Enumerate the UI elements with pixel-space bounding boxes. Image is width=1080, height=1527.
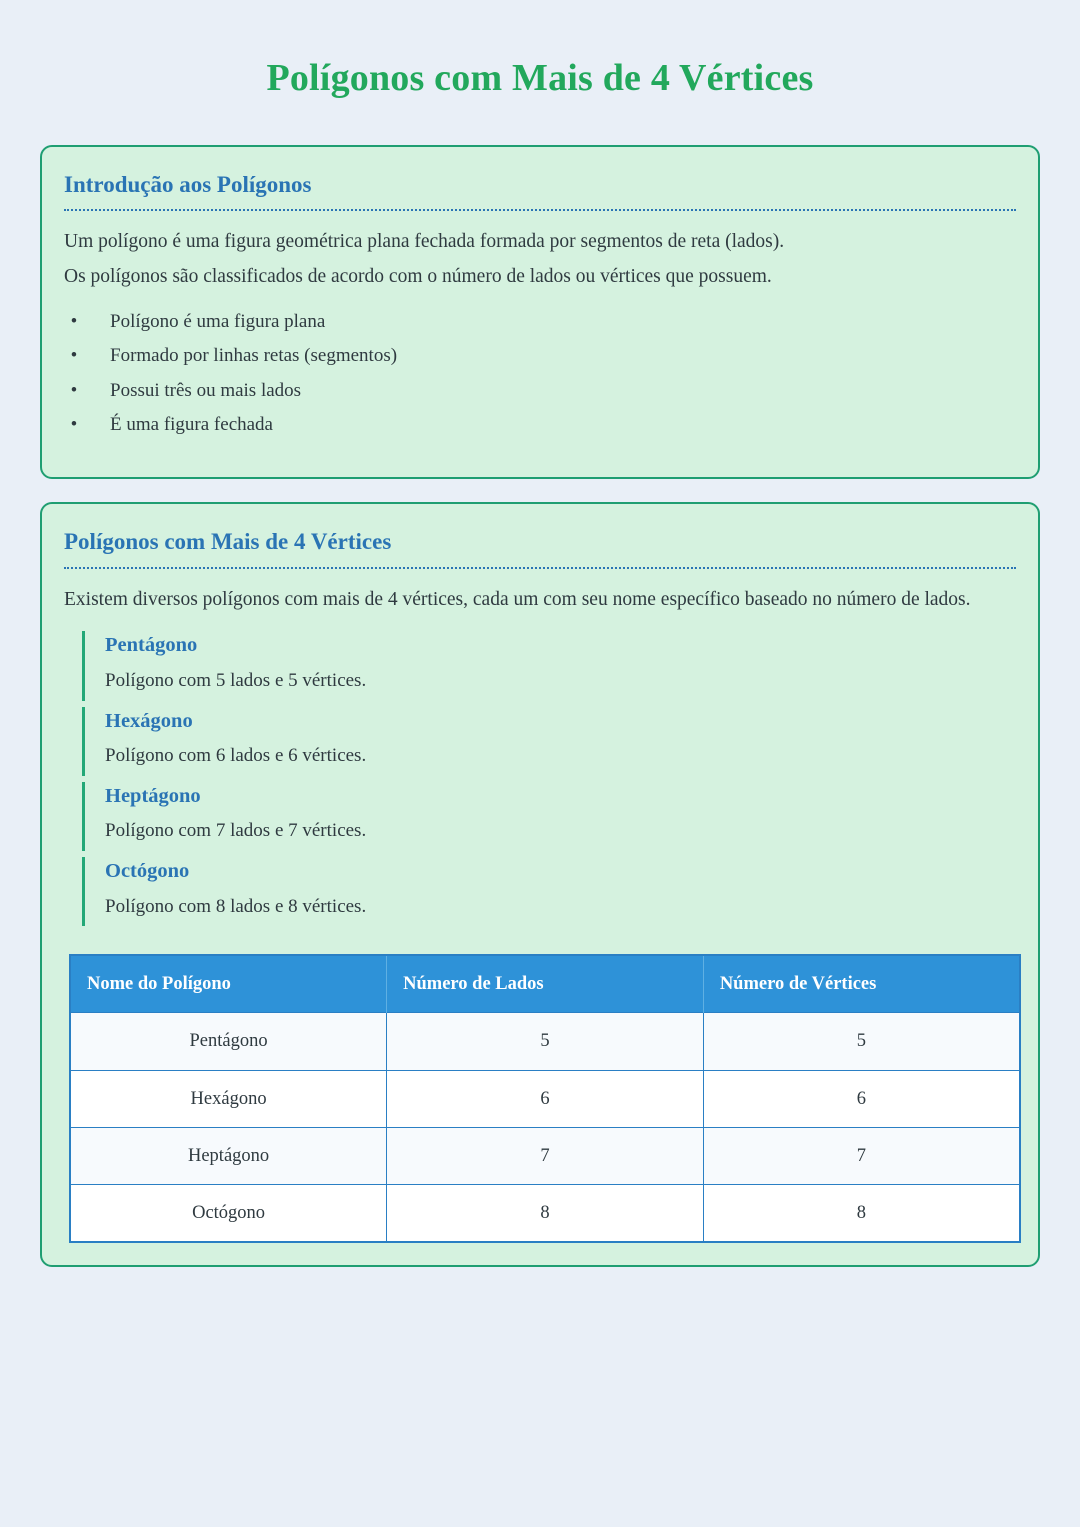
cell-lados: 7 bbox=[387, 1127, 704, 1184]
list-item-label: Possui três ou mais lados bbox=[110, 379, 302, 401]
bullet-icon: • bbox=[70, 345, 78, 367]
section-heading: Introdução aos Polígonos bbox=[64, 171, 312, 197]
bullet-icon: • bbox=[70, 379, 78, 401]
section-paragraph: Os polígonos são classificados de acordo com o número de lados ou vértices que possuem. bbox=[64, 265, 772, 287]
page-title: Polígonos com Mais de 4 Vértices bbox=[266, 57, 814, 99]
table-header bbox=[70, 955, 1020, 1013]
table-row bbox=[70, 1127, 1020, 1184]
polygon-table bbox=[69, 954, 1021, 1243]
list-item-label: É uma figura fechada bbox=[110, 414, 273, 436]
cell-lados: 5 bbox=[387, 1013, 704, 1070]
section-card-introducao bbox=[40, 145, 1040, 479]
list-item-label: Polígono é uma figura plana bbox=[110, 310, 326, 332]
bullet-icon: • bbox=[70, 414, 78, 436]
subsection-text: Polígono com 6 lados e 6 vértices. bbox=[105, 745, 367, 767]
table-body bbox=[70, 1013, 1020, 1242]
heading-divider bbox=[64, 567, 1016, 569]
subsection-title: Heptágono bbox=[105, 784, 201, 807]
subsection-title: Hexágono bbox=[105, 709, 193, 732]
subsection-hexagono bbox=[82, 707, 1016, 776]
section-card-poligonos bbox=[40, 502, 1040, 1267]
list-item bbox=[64, 408, 1016, 443]
subsection-text: Polígono com 7 lados e 7 vértices. bbox=[105, 820, 367, 842]
cell-lados: 6 bbox=[387, 1070, 704, 1127]
column-header-nome: Nome do Polígono bbox=[70, 955, 387, 1013]
table-header-row bbox=[70, 955, 1020, 1013]
subsection-heptagono bbox=[82, 782, 1016, 851]
list-item-label: Formado por linhas retas (segmentos) bbox=[110, 345, 398, 367]
section-heading: Polígonos com Mais de 4 Vértices bbox=[64, 529, 392, 554]
subsection-text: Polígono com 5 lados e 5 vértices. bbox=[105, 669, 367, 691]
cell-nome: Hexágono bbox=[70, 1070, 387, 1127]
subsection-list bbox=[64, 631, 1016, 926]
bullet-icon: • bbox=[70, 310, 78, 332]
section-paragraph: Um polígono é uma figura geométrica plana fechada formada por segmentos de reta (lados). bbox=[64, 231, 785, 253]
cell-nome: Pentágono bbox=[70, 1013, 387, 1070]
heading-divider bbox=[64, 209, 1016, 211]
cell-vertices: 8 bbox=[703, 1184, 1020, 1242]
cell-vertices: 5 bbox=[703, 1013, 1020, 1070]
bullet-list bbox=[64, 305, 1016, 443]
list-item bbox=[64, 339, 1016, 374]
subsection-title: Pentágono bbox=[105, 634, 198, 657]
column-header-vertices: Número de Vértices bbox=[703, 955, 1020, 1013]
table-row bbox=[70, 1013, 1020, 1070]
cell-lados: 8 bbox=[387, 1184, 704, 1242]
column-header-lados: Número de Lados bbox=[387, 955, 704, 1013]
section-paragraph: Existem diversos polígonos com mais de 4 vértices, cada um com seu nome específico baseado no número de lados. bbox=[64, 588, 971, 610]
list-item bbox=[64, 374, 1016, 409]
subsection-title: Octógono bbox=[105, 859, 190, 882]
cell-nome: Heptágono bbox=[70, 1127, 387, 1184]
cell-nome: Octógono bbox=[70, 1184, 387, 1242]
cell-vertices: 6 bbox=[703, 1070, 1020, 1127]
cell-vertices: 7 bbox=[703, 1127, 1020, 1184]
table-row bbox=[70, 1184, 1020, 1242]
table-row bbox=[70, 1070, 1020, 1127]
subsection-octogono bbox=[82, 857, 1016, 926]
list-item bbox=[64, 305, 1016, 340]
subsection-pentagono bbox=[82, 631, 1016, 700]
subsection-text: Polígono com 8 lados e 8 vértices. bbox=[105, 895, 367, 917]
